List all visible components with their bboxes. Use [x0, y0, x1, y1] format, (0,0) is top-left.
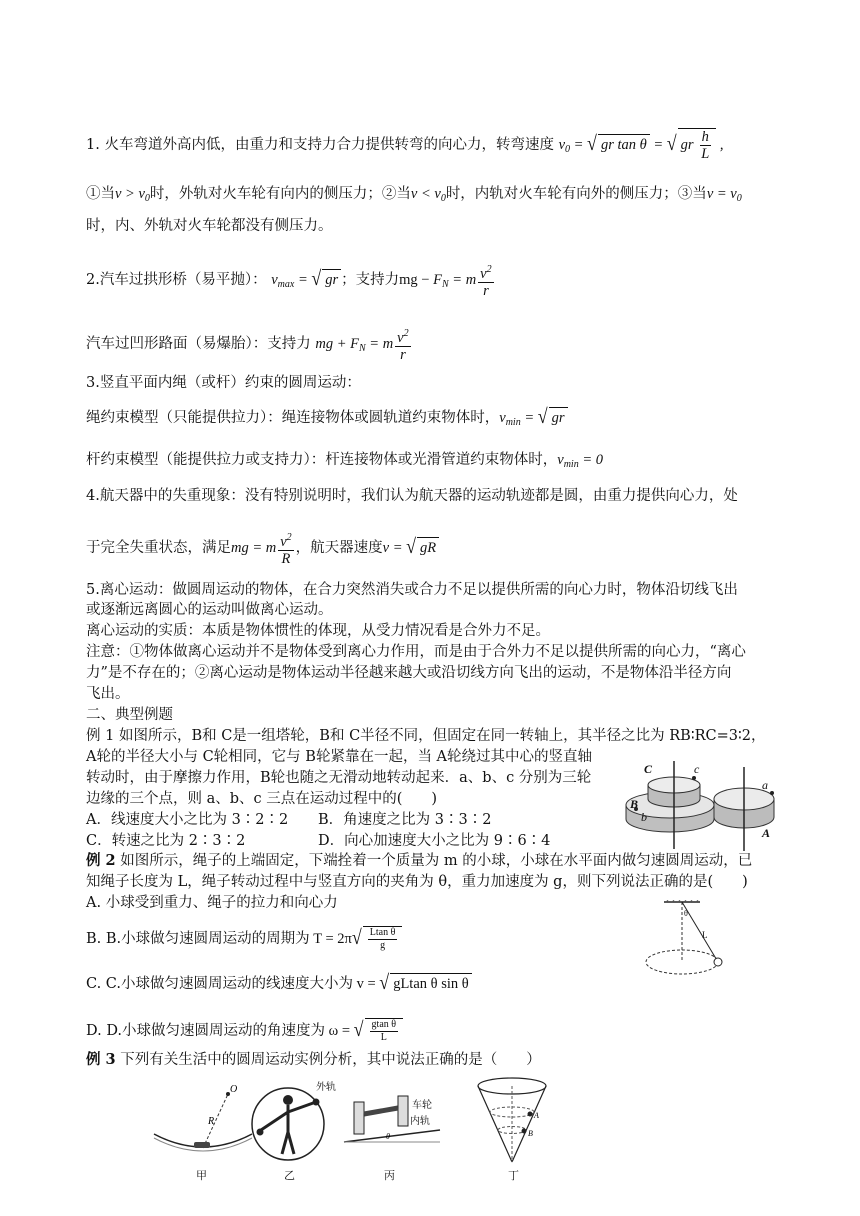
label-inner-rail: 内轨	[410, 1116, 430, 1127]
figure-yi-person	[248, 1084, 328, 1164]
figure-jia-bridge	[150, 1082, 256, 1164]
figure-label-yi: 乙	[284, 1169, 295, 1182]
svg-text:O: O	[230, 1084, 238, 1095]
ex1-line4: 边缘的三个点，则 a、b、c 三点在运动过程中的( )	[86, 791, 438, 807]
p1-lead: 1. 火车弯道外高内低，由重力和支持力合力提供转弯的向心力，转弯速度	[86, 136, 554, 153]
ex1-line1: 例 1 如图所示，B和 C是一组塔轮，B和 C半径不同，但固定在同一转轴上，其半径之比为 RB∶RC=3∶2，	[86, 728, 766, 744]
ex1-option-b: B．角速度之比为 3∶3∶2	[318, 812, 492, 828]
figure-ding-cone	[474, 1076, 550, 1166]
figure-label-ding: 丁	[508, 1169, 519, 1182]
p5-line5: 力”是不存在的；②离心运动是物体运动半径越来越大或沿切线方向飞出的运动，不是物体沿半径方向	[86, 665, 732, 681]
conical-pendulum-figure	[634, 900, 754, 982]
p5-line2: 或逐渐远离圆心的运动叫做离心运动。	[86, 602, 333, 618]
p3-rod: 杆约束模型（能提供拉力或支持力）：杆连接物体或光滑管道约束物体时，$v_{min} = 0$	[86, 452, 603, 470]
svg-text:L: L	[702, 930, 708, 940]
ex3-line1: 例 3 下列有关生活中的圆周运动实例分析，其中说法正确的是（ ）	[86, 1051, 541, 1068]
p3-title: 3.竖直平面内绳（或杆）约束的圆周运动：	[86, 375, 361, 391]
ex1-line3: 转动时，由于摩擦力作用，B轮也随之无滑动地转动起来．a、b、c 分别为三轮	[86, 770, 592, 786]
p5-line1: 5.离心运动：做圆周运动的物体，在合力突然消失或合力不足以提供所需的向心力时，物体沿切线飞出	[86, 582, 738, 598]
figure-label-jia: 甲	[196, 1169, 207, 1182]
p1-line1	[86, 128, 724, 162]
svg-text:a: a	[762, 778, 768, 792]
figure-label-bing: 丙	[384, 1169, 395, 1182]
ex1-option-c: C．转速之比为 2∶3∶2	[86, 833, 246, 849]
p1-line2: ①当$v > v_0$时，外轨对火车轮有向内的侧压力；②当$v < v_0$时，内轨对火车轮有向外的侧压力；③当$v = v_0$	[86, 186, 742, 204]
section-heading: 二、典型例题	[86, 707, 173, 723]
svg-text:C: C	[644, 762, 653, 776]
ex2-option-c: C. C.小球做匀速圆周运动的线速度大小为 v = √ gLtan θ sin θ	[86, 972, 472, 994]
ex2-line2: 知绳子长度为 L，绳子转动过程中与竖直方向的夹角为 θ，重力加速度为 g，则下列说法正确的是( )	[86, 874, 748, 890]
ex1-option-d: D．向心加速度大小之比为 9∶6∶4	[318, 833, 551, 849]
svg-text:R: R	[208, 1116, 215, 1127]
p5-line6: 飞出。	[86, 686, 130, 702]
p1-line3: 时，内、外轨对火车轮都没有侧压力。	[86, 218, 333, 234]
svg-text:θ: θ	[684, 909, 688, 918]
svg-text:b: b	[641, 810, 647, 824]
p3-rope: 绳约束模型（只能提供拉力）：绳连接物体或圆轨道约束物体时，$v_{min}$ = √ gr	[86, 406, 568, 433]
p2-line2: 汽车过凹形路面（易爆胎）：支持力 mg + $F_N = m$ $\frac{v^2}{r}$	[86, 328, 409, 363]
label-wheel: 车轮	[412, 1100, 432, 1111]
p5-line3: 离心运动的实质：本质是物体惯性的体现，从受力情况看是合外力不足。	[86, 623, 550, 639]
label-outer-rail: 外轨	[316, 1082, 336, 1093]
ex1-line2: A轮的半径大小与 C轮相同，它与 B轮紧靠在一起，当 A轮绕过其中心的竖直轴	[86, 749, 593, 765]
ex2-option-d: D. D.小球做匀速圆周运动的角速度为 ω = √ $\frac{\text{gtan θ}}{L}$	[86, 1018, 403, 1044]
formula-v0: $v_0$ = √ gr tan θ = √ gr $\frac{h}{L}$ ,	[558, 129, 724, 162]
p5-line4: 注意：①物体做离心运动并不是物体受到离心力作用，而是由于合外力不足以提供所需的向心力，“离心	[86, 644, 746, 660]
p4-line1: 4.航天器中的失重现象：没有特别说明时，我们认为航天器的运动轨迹都是圆，由重力提供向心力，处	[86, 488, 738, 504]
svg-text:A: A	[762, 826, 771, 840]
ex2-line1: 例 2 如图所示，绳子的上端固定，下端拴着一个质量为 m 的小球，小球在水平面内做匀速圆周运动，已	[86, 852, 753, 869]
ex2-option-a: A. 小球受到重力、绳子的拉力和向心力	[86, 895, 338, 911]
svg-text:θ: θ	[386, 1132, 390, 1141]
tower-wheel-figure	[622, 753, 778, 853]
ex1-option-a: A．线速度大小之比为 3∶2∶2	[86, 812, 289, 828]
svg-text:A: A	[534, 1111, 539, 1120]
svg-text:B: B	[630, 797, 639, 811]
svg-text:B: B	[528, 1129, 533, 1138]
p2-line1: 2.汽车过拱形桥（易平抛）： $v_{max}$ = √ gr ；支持力mg − $F_N = m$ $\frac{v^2}{r}$	[86, 264, 492, 299]
p4-line2: 于完全失重状态，满足mg = m $\frac{v^2}{R}$ ，航天器速度v = √ gR	[86, 530, 439, 567]
svg-text:c: c	[694, 762, 700, 776]
ex2-option-b: B. B.小球做匀速圆周运动的周期为 T = 2π√ $\frac{\text{Ltan θ}}{g}$	[86, 926, 402, 952]
